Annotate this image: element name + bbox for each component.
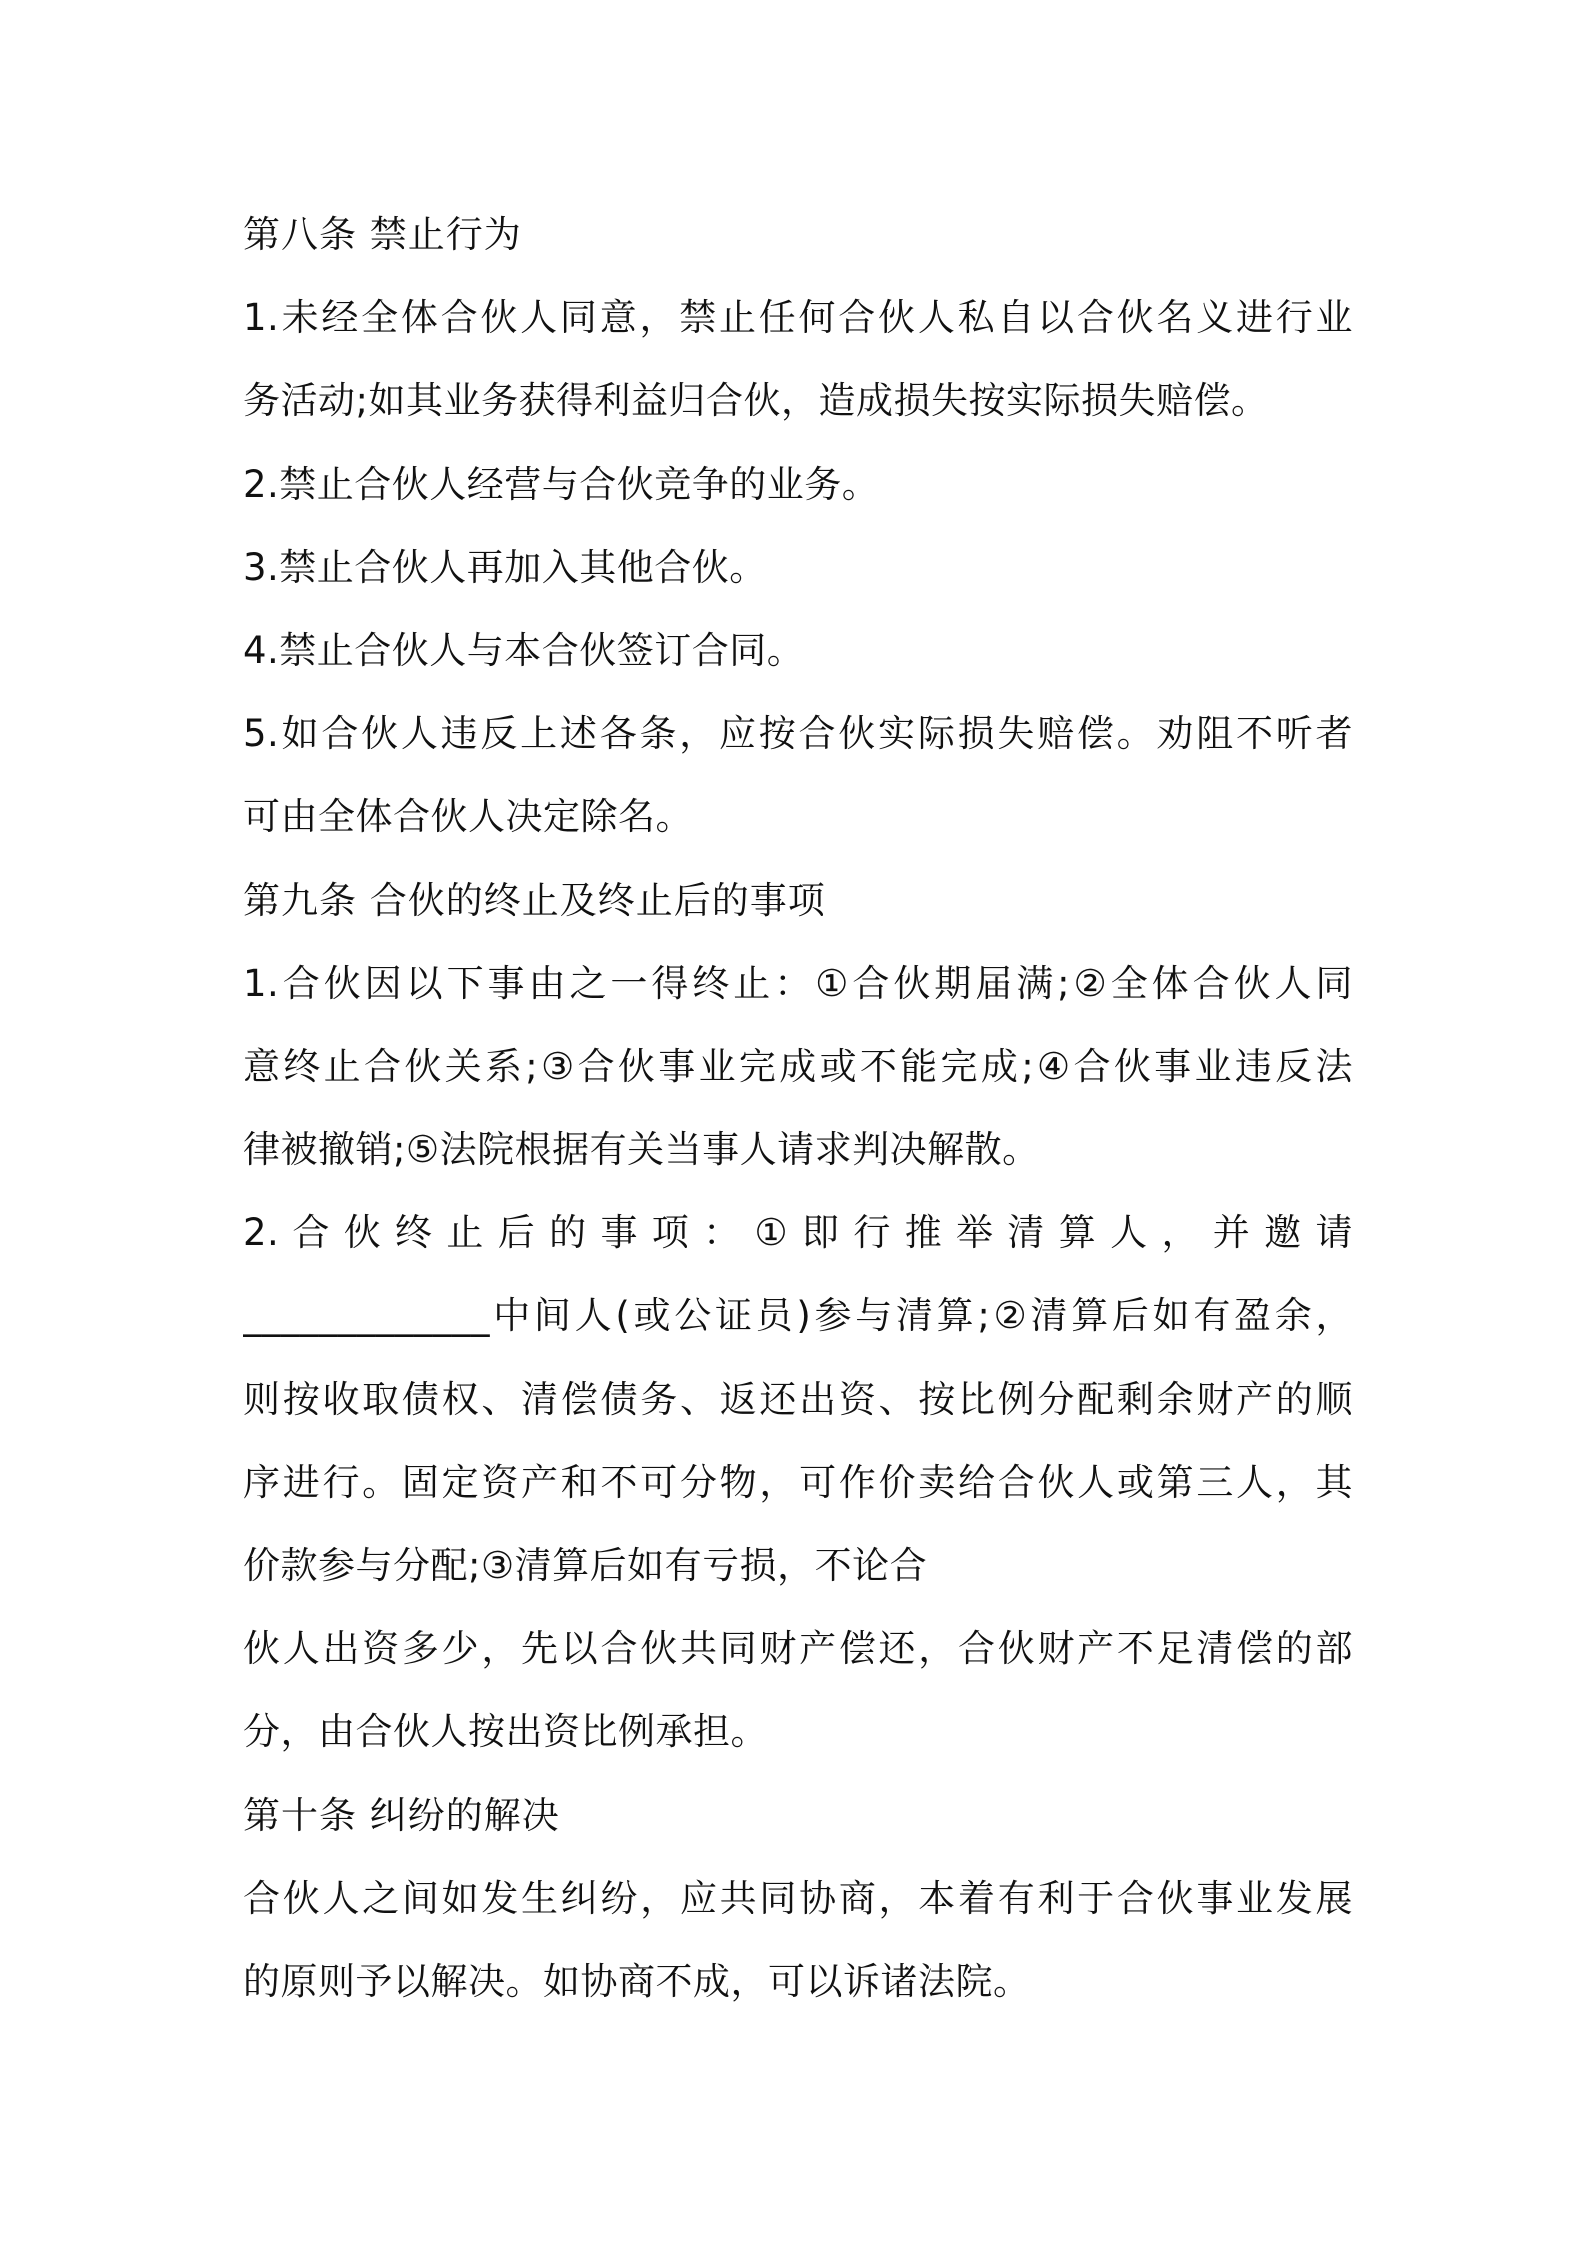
paragraph-line: 务活动;如其业务获得利益归合伙，造成损失按实际损失赔偿。 [243, 379, 1269, 423]
paragraph-line: 2.禁止合伙人经营与合伙竞争的业务。 [243, 462, 880, 506]
paragraph-line: 则按收取债权、清偿债务、返还出资、按比例分配剩余财产的顺 [243, 1377, 1353, 1421]
paragraph-line: 序进行。固定资产和不可分物，可作价卖给合伙人或第三人，其 [243, 1460, 1353, 1504]
paragraph-line: 的原则予以解决。如协商不成，可以诉诸法院。 [243, 1959, 1031, 2003]
article-9-heading: 第九条 合伙的终止及终止后的事项 [243, 878, 826, 922]
paragraph-line: 律被撤销;⑤法院根据有关当事人请求判决解散。 [243, 1128, 1040, 1172]
paragraph-line: 价款参与分配;③清算后如有亏损，不论合 [243, 1544, 928, 1587]
paragraph-line: 1.未经全体合伙人同意，禁止任何合伙人私自以合伙名义进行业 [243, 296, 1353, 340]
paragraph-line: 2. 合 伙 终 止 后 的 事 项 ： ① 即 行 推 举 清 算 人 ， 并 邀 请 [243, 1211, 1353, 1255]
paragraph-line: 意终止合伙关系;③合伙事业完成或不能完成;④合伙事业违反法 [243, 1044, 1353, 1088]
paragraph-line: 5.如合伙人违反上述各条，应按合伙实际损失赔偿。劝阻不听者 [243, 712, 1353, 756]
paragraph-line: 1.合伙因以下事由之一得终止：①合伙期届满;②全体合伙人同 [243, 961, 1353, 1005]
paragraph-line: 伙人出资多少，先以合伙共同财产偿还，合伙财产不足清偿的部 [243, 1627, 1353, 1671]
document-page [243, 193, 1353, 2023]
article-8-heading: 第八条 禁止行为 [243, 213, 522, 256]
paragraph-line: 可由全体合伙人决定除名。 [243, 795, 693, 839]
article-10-heading: 第十条 纠纷的解决 [243, 1793, 560, 1837]
paragraph-line: 3.禁止合伙人再加入其他合伙。 [243, 545, 767, 589]
paragraph-line: 合伙人之间如发生纠纷，应共同协商，本着有利于合伙事业发展 [243, 1876, 1353, 1920]
paragraph-line: 分，由合伙人按出资比例承担。 [243, 1710, 768, 1754]
paragraph-line: 4.禁止合伙人与本合伙签订合同。 [243, 628, 805, 672]
paragraph-line: _____________中间人(或公证员)参与清算;②清算后如有盈余， [243, 1294, 1353, 1338]
